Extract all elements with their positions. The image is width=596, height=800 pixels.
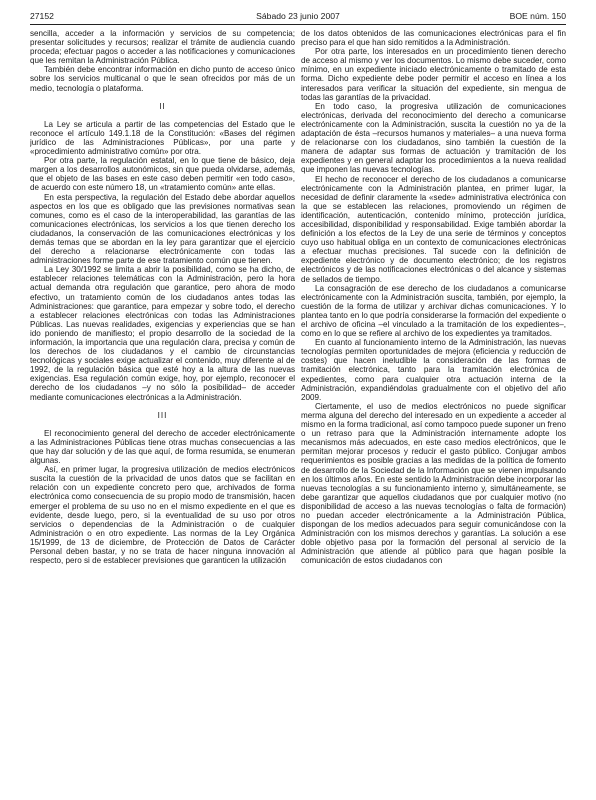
paragraph: Así, en primer lugar, la progresiva utilización de medios electrónicos suscita la cuestión de la privacidad de unos datos que se facilitan en relación con un expediente concreto pero que, archivados de forma electrónica como consecuencia de su propio modo de transmisión, hacen emerger el problema de su uso no en el mismo expediente en el que es evidente, desde luego, pero, si la eventualidad de su uso por otros servicios o dependencias de la Administración o de cualquier Administración o en otro expediente. Las normas de la Ley Orgánica 15/1999, de 13 de diciembre, de Protección de Datos de Carácter Personal deben bastar, y no se trata de hacer ninguna innovación al respecto, pero si de establecer previsiones que garanticen la utilización xyxy=(30,465,295,566)
paragraph: En todo caso, la progresiva utilización de comunicaciones electrónicas, derivada del reconocimiento del derecho a comunicarse electrónicamente con la Administración, suscita la cuestión no ya de la adaptación de ésta –recursos humanos y materiales– a una nueva forma de relacionarse con los ciudadanos, sino también la cuestión de la manera de adaptar sus formas de actuación y tramitación de los expedientes y en general adaptar los procedimientos a la nueva realidad que imponen las nuevas tecnologías. xyxy=(301,101,566,175)
section-heading-iii: III xyxy=(157,410,168,420)
paragraph: Por otra parte, los interesados en un procedimiento tienen derecho de acceso al mismo y ver los documentos. Lo mismo debe suceder, como mínimo, en un expediente iniciado electrónicamente o tramitado de esta forma. Dicho expediente debe poder permitir el acceso en línea a los interesados para verificar la situación del expediente, sin mengua de todas las garantías de la privacidad. xyxy=(301,47,566,102)
paragraph: Por otra parte, la regulación estatal, en lo que tiene de básico, deja margen a los desarrollos autonómicos, sin que pueda olvidarse, además, que el objeto de las bases en este caso deben permitir «en todo caso», de acuerdo con este número 18, un «tratamiento común» ante ellas. xyxy=(30,156,295,193)
header-rule xyxy=(30,24,566,25)
paragraph: El reconocimiento general del derecho de acceder electrónicamente a las Administraciones Públicas tiene otras muchas consecuencias a las que hay dar solución y de las que aquí, de forma resumida, se enumeran algunas. xyxy=(30,428,295,466)
paragraph: El hecho de reconocer el derecho de los ciudadanos a comunicarse electrónicamente con la Administración plantea, en primer lugar, la necesidad de definir claramente la «sede» administrativa electrónica con la que se establecen las relaciones, promoviendo un régimen de identificación, autenticación, contenido mínimo, protección jurídica, accesibilidad, disponibilidad y responsabilidad. Exige también abordar la definición a los efectos de la Ley de una serie de términos y conceptos cuyo uso habitual obliga en un contexto de comunicaciones electrónicas a efectuar muchas precisiones. Tal sucede con la definición de expediente electrónico y de documento electrónico; de los registros electrónicos y de las notificaciones electrónicas o del alcance y sistemas de sellados de tiempo. xyxy=(301,174,566,284)
section-heading-ii: II xyxy=(159,101,166,111)
right-column xyxy=(301,29,566,791)
paragraph: La Ley se articula a partir de las competencias del Estado que le reconoce el artículo 149.1.18 de la Constitución: «Bases del régimen jurídico de las Administraciones Públicas», por una parte y «procedimiento administrativo común» por otra. xyxy=(30,119,295,157)
publication-date: Sábado 23 junio 2007 xyxy=(256,11,340,21)
paragraph: sencilla, acceder a la información y servicios de su competencia; presentar solicitudes y recursos; realizar el trámite de audiencia cuando proceda; efectuar pagos o acceder a las notificaciones y comunicaciones que les remitan la Administración Pública. xyxy=(30,29,295,66)
page-header xyxy=(30,10,566,24)
paragraph: También debe encontrar información en dicho punto de acceso único sobre los servicios multicanal o que le sean ofrecidos por más de un medio, tecnología o plataforma. xyxy=(30,65,295,93)
paragraph: En cuanto al funcionamiento interno de la Administración, las nuevas tecnologías permiten oportunidades de mejora (eficiencia y reducción de costes) que hacen ineludible la consideración de las formas de tramitación electrónica, tanto para la tramitación electrónica de expedientes, como para cualquier otra actuación interna de la Administración, expandiéndolas gradualmente con el objetivo del año 2009. xyxy=(301,338,566,402)
paragraph: La consagración de ese derecho de los ciudadanos a comunicarse electrónicamente con la Administración suscita, también, por ejemplo, la cuestión de la forma de utilizar y archivar dichas comunicaciones. Y lo plantea tanto en lo que podría considerarse la formación del expediente o el archivo de oficina –el vinculado a la tramitación de los expedientes–, como en lo que se refiere al archivo de los expedientes ya tramitados. xyxy=(301,283,566,339)
left-column xyxy=(30,29,295,791)
paragraph: La Ley 30/1992 se limita a abrir la posibilidad, como se ha dicho, de establecer relaciones telemáticas con la Administración, pero la hora actual demanda otra regulación que garantice, pero ahora de modo efectivo, un tratamiento común de los ciudadanos antes todas las Administraciones: que garantice, para empezar y sobre todo, el derecho a establecer relaciones electrónicas con todas las Administraciones Públicas. Las nuevas realidades, exigencias y experiencias que se han ido poniendo de manifiesto; el propio desarrollo de la sociedad de la información, la importancia que una regulación clara, precisa y común de los derechos de los ciudadanos y el cambio de circunstancias tecnológicas y sociales exige actualizar el contenido, muy diferente al de 1992, de la regulación básica que esté hoy a la altura de las nuevas exigencias. Esa regulación común exige, hoy, por ejemplo, reconocer el derecho de los ciudadanos –y no sólo la posibilidad– de acceder mediante comunicaciones electrónicas a la Administración. xyxy=(30,265,295,402)
paragraph: Ciertamente, el uso de medios electrónicos no puede significar merma alguna del derecho del interesado en un expediente a acceder al mismo en la forma tradicional, así como tampoco puede suponer un freno o un retraso para que la Administración internamente adopte los mecanismos más adecuados, en este caso medios electrónicos, que le permitan mejorar procesos y reducir el gasto público. Conjugar ambos requerimientos es posible gracias a las medidas de la política de fomento de desarrollo de la Sociedad de la Información que se vienen impulsando en los últimos años. En este sentido la Administración debe incorporar las nuevas tecnologías a su funcionamiento interno y, simultáneamente, se debe garantizar que aquellos ciudadanos que por cualquier motivo (no disponibilidad de acceso a las nuevas tecnologías o falta de formación) no puedan acceder electrónicamente a la Administración Pública, dispongan de los medios adecuados para seguir comunicándose con la Administración con los mismos derechos y garantías. La solución a ese doble objetivo pasa por la formación del personal al servicio de la Administración que atiende al público para que hagan posible la comunicación de estos ciudadanos con xyxy=(301,401,566,566)
paragraph: de los datos obtenidos de las comunicaciones electrónicas para el fin preciso para el que han sido remitidos a la Administración. xyxy=(301,29,566,48)
page-number: 27152 xyxy=(30,11,54,21)
bulletin-issue: BOE núm. 150 xyxy=(509,11,566,21)
paragraph: En esta perspectiva, la regulación del Estado debe abordar aquellos aspectos en los que es obligado que las previsiones normativas sean comunes, como es el caso de la interoperabilidad, las garantías de las comunicaciones electrónicas, los servicios a los que tienen derecho los ciudadanos, la conservación de las comunicaciones electrónicas y los demás temas que se abordan en la ley para garantizar que el ejercicio del derecho a relacionarse electrónicamente con todas las administraciones forme parte de ese tratamiento común que tienen. xyxy=(30,192,295,266)
